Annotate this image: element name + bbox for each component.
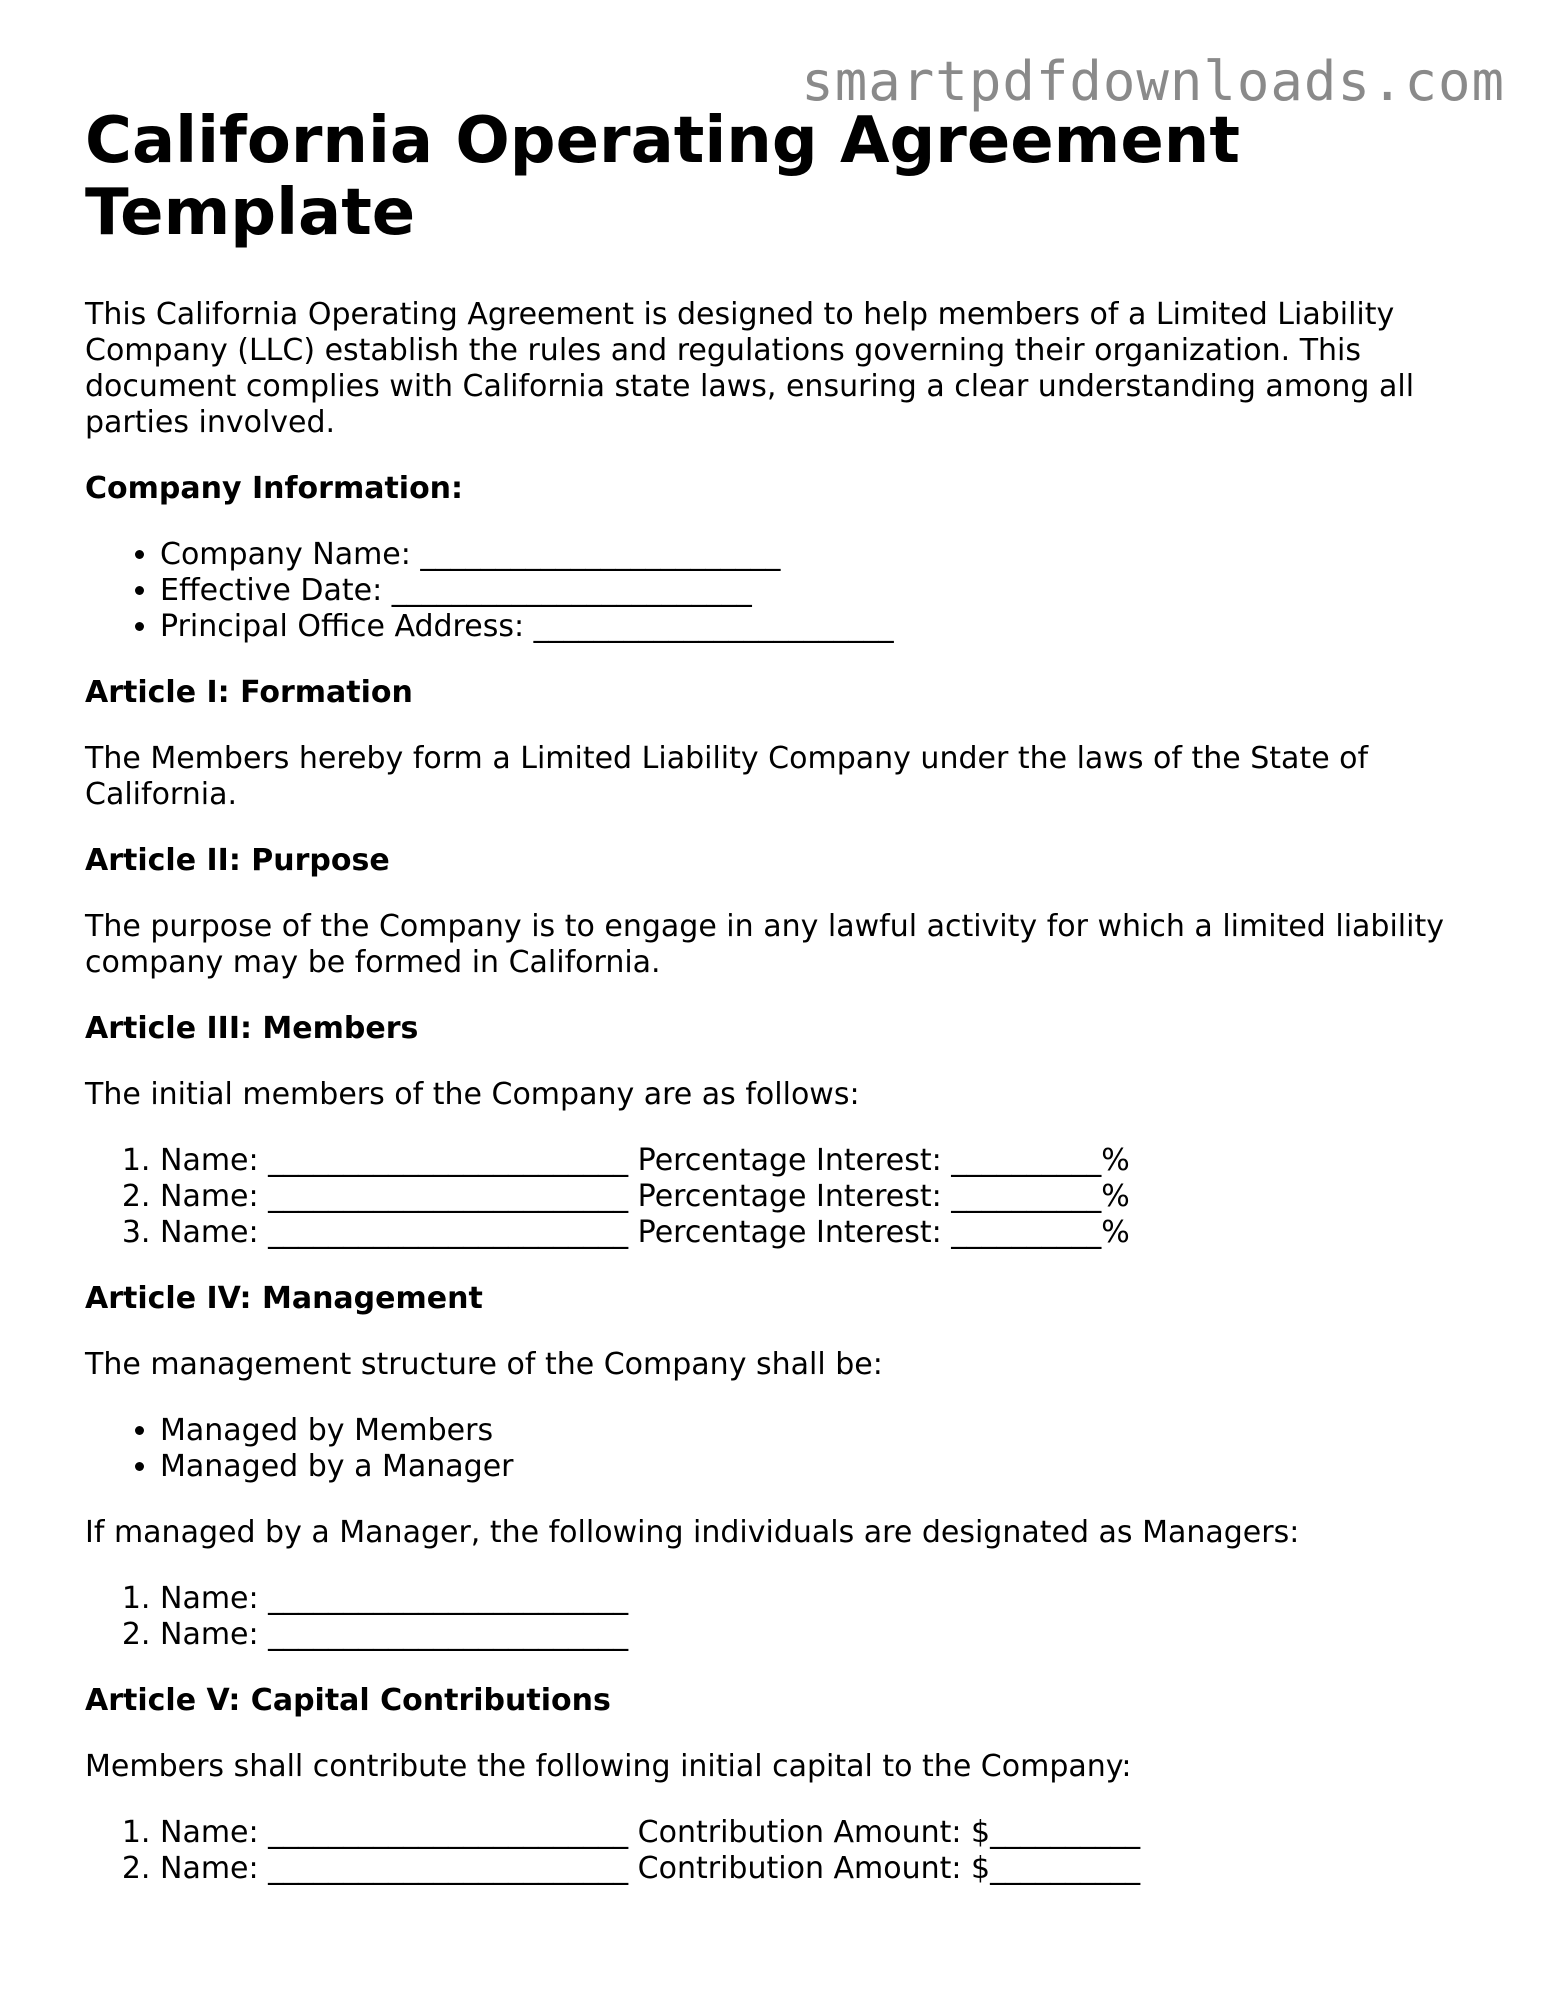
article-4-text: The management structure of the Company shall be: — [85, 1347, 883, 1382]
contribution-entry: 2. Name: ________________________ Contribution Amount: $__________ — [160, 1851, 1485, 1887]
manager-entry: 1. Name: ________________________ — [160, 1581, 1485, 1617]
watermark: smartpdfdownloads.com — [801, 50, 1505, 113]
manager-entry: 2. Name: ________________________ — [160, 1617, 1485, 1653]
member-entry: 1. Name: ________________________ Percentage Interest: __________% — [160, 1143, 1485, 1179]
management-option: • Managed by Members — [160, 1413, 1485, 1449]
effective-date-field: • Effective Date: ________________________ — [160, 573, 1485, 609]
member-entry: 3. Name: ________________________ Percentage Interest: __________% — [160, 1215, 1485, 1251]
article-4-heading: Article IV: Management — [85, 1281, 483, 1316]
article-3-text: The initial members of the Company are as follows: — [85, 1077, 860, 1112]
member-entry: 2. Name: ________________________ Percentage Interest: __________% — [160, 1179, 1485, 1215]
managers-list — [85, 1581, 1485, 1653]
company-name-field: • Company Name: ________________________ — [160, 537, 1485, 573]
article-2-text: The purpose of the Company is to engage in any lawful activity for which a limited liability company may be formed in California. — [85, 909, 1444, 980]
article-1-heading: Article I: Formation — [85, 675, 413, 710]
contributions-list — [85, 1815, 1485, 1887]
company-info-heading: Company Information: — [85, 471, 464, 506]
article-5-heading: Article V: Capital Contributions — [85, 1683, 611, 1718]
management-option: • Managed by a Manager — [160, 1449, 1485, 1485]
article-5-text: Members shall contribute the following initial capital to the Company: — [85, 1749, 1132, 1784]
page-title: California Operating Agreement Template — [85, 104, 1240, 250]
members-list — [85, 1143, 1485, 1251]
article-2-heading: Article II: Purpose — [85, 843, 390, 878]
document-content — [85, 105, 1485, 1917]
company-info-list — [85, 537, 1485, 645]
article-3-heading: Article III: Members — [85, 1011, 419, 1046]
principal-office-field: • Principal Office Address: ________________________ — [160, 609, 1485, 645]
contribution-entry: 1. Name: ________________________ Contribution Amount: $__________ — [160, 1815, 1485, 1851]
manager-designation-text: If managed by a Manager, the following individuals are designated as Managers: — [85, 1515, 1300, 1550]
intro-paragraph: This California Operating Agreement is designed to help members of a Limited Liability Company (LLC) establish the rules and regulations governing their organization. This document complies with California state laws, ensuring a clear understanding among all parties involved. — [85, 297, 1415, 440]
article-1-text: The Members hereby form a Limited Liability Company under the laws of the State of California. — [85, 741, 1369, 812]
management-options-list — [85, 1413, 1485, 1485]
